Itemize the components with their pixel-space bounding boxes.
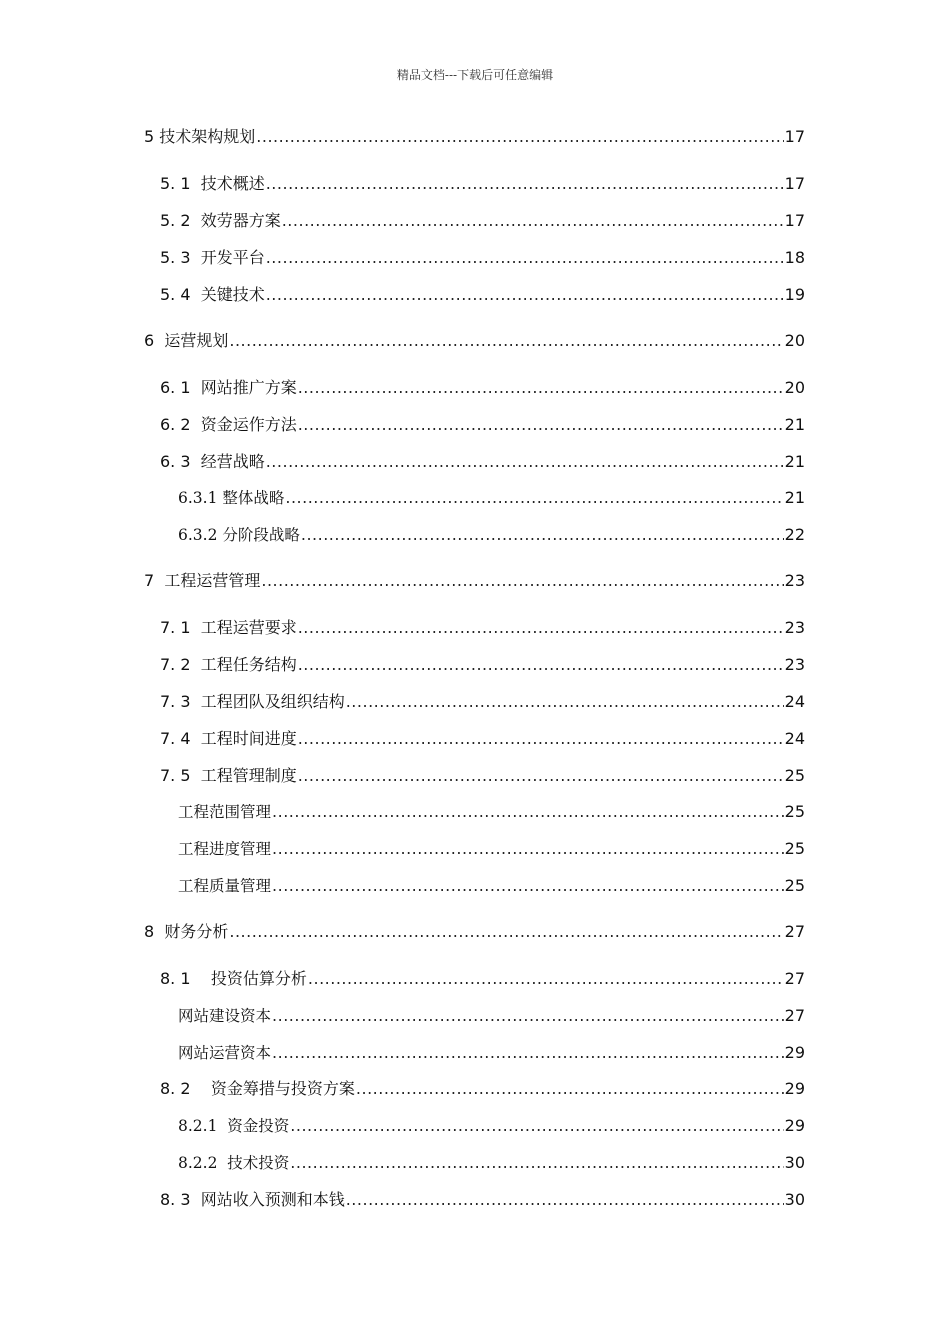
toc-entry-title: 7. 5 工程管理制度 — [160, 766, 297, 785]
toc-dot-leader — [266, 174, 784, 194]
toc-entry-title: 6. 2 资金运作方法 — [160, 415, 297, 434]
toc-entry[interactable] — [178, 876, 805, 896]
toc-entry[interactable] — [160, 1190, 805, 1210]
toc-entry-title: 6. 1 网站推广方案 — [160, 378, 297, 397]
toc-entry-title: 工程质量管理 — [178, 877, 272, 895]
toc-entry-title: 5. 2 效劳器方案 — [160, 211, 281, 230]
toc-entry-page-number: 23 — [784, 618, 805, 637]
toc-dot-leader — [290, 1116, 783, 1136]
toc-entry[interactable] — [160, 174, 805, 194]
toc-entry[interactable] — [144, 127, 805, 147]
toc-entry-page-number: 21 — [784, 488, 805, 507]
toc-entry-page-number: 21 — [784, 415, 805, 434]
toc-entry-page-number: 27 — [784, 1006, 805, 1025]
toc-entry-page-number: 25 — [784, 766, 805, 785]
toc-entry-page-number: 17 — [784, 174, 805, 193]
toc-entry-page-number: 17 — [784, 127, 805, 146]
toc-entry-title: 6 运营规划 — [144, 331, 229, 350]
toc-entry-title: 5. 1 技术概述 — [160, 174, 265, 193]
toc-entry-title: 6. 3 经营战略 — [160, 452, 265, 471]
toc-entry-page-number: 29 — [784, 1043, 805, 1062]
toc-dot-leader — [272, 1006, 784, 1026]
toc-entry-page-number: 27 — [784, 922, 805, 941]
toc-entry[interactable] — [160, 211, 805, 231]
toc-entry-title: 7. 4 工程时间进度 — [160, 729, 297, 748]
toc-entry[interactable] — [178, 839, 805, 859]
toc-dot-leader — [298, 415, 784, 435]
toc-entry-page-number: 27 — [784, 969, 805, 988]
toc-dot-leader — [346, 692, 784, 712]
toc-entry[interactable] — [160, 415, 805, 435]
toc-entry-page-number: 25 — [784, 839, 805, 858]
toc-dot-leader — [266, 285, 784, 305]
toc-entry[interactable] — [160, 452, 805, 472]
toc-entry-page-number: 23 — [784, 571, 805, 590]
toc-dot-leader — [298, 729, 784, 749]
toc-dot-leader — [346, 1190, 784, 1210]
toc-entry-page-number: 20 — [784, 331, 805, 350]
toc-entry[interactable] — [160, 1079, 805, 1099]
toc-entry-page-number: 30 — [784, 1190, 805, 1209]
toc-entry[interactable] — [178, 1006, 805, 1026]
toc-entry[interactable] — [144, 571, 805, 591]
toc-entry-title: 6.3.2 分阶段战略 — [178, 526, 300, 544]
toc-entry[interactable] — [160, 655, 805, 675]
toc-dot-leader — [256, 127, 783, 147]
toc-entry-page-number: 17 — [784, 211, 805, 230]
toc-entry-title: 网站建设资本 — [178, 1007, 272, 1025]
toc-dot-leader — [298, 655, 784, 675]
toc-entry-page-number: 19 — [784, 285, 805, 304]
toc-dot-leader — [266, 452, 784, 472]
toc-dot-leader — [272, 876, 784, 896]
toc-entry-title: 工程进度管理 — [178, 840, 272, 858]
toc-dot-leader — [356, 1079, 784, 1099]
toc-entry-page-number: 20 — [784, 378, 805, 397]
toc-entry-title: 7. 1 工程运营要求 — [160, 618, 297, 637]
toc-dot-leader — [298, 378, 784, 398]
toc-entry[interactable] — [144, 922, 805, 942]
toc-entry-title: 5. 4 关键技术 — [160, 285, 265, 304]
toc-entry-title: 工程范围管理 — [178, 803, 272, 821]
toc-entry-title: 8. 2 资金筹措与投资方案 — [160, 1079, 355, 1098]
toc-entry[interactable] — [160, 766, 805, 786]
toc-entry-page-number: 29 — [784, 1116, 805, 1135]
toc-entry-title: 8. 1 投资估算分析 — [160, 969, 307, 988]
toc-entry-page-number: 24 — [784, 729, 805, 748]
toc-dot-leader — [272, 1043, 784, 1063]
toc-entry[interactable] — [160, 618, 805, 638]
toc-entry-page-number: 23 — [784, 655, 805, 674]
toc-entry-title: 6.3.1 整体战略 — [178, 489, 285, 507]
toc-entry-title: 7 工程运营管理 — [144, 571, 261, 590]
toc-dot-leader — [298, 618, 784, 638]
toc-entry-title: 8.2.1 资金投资 — [178, 1117, 290, 1135]
toc-entry-title: 7. 2 工程任务结构 — [160, 655, 297, 674]
toc-dot-leader — [229, 331, 783, 351]
toc-entry-page-number: 30 — [784, 1153, 805, 1172]
toc-dot-leader — [261, 571, 783, 591]
toc-entry[interactable] — [144, 331, 805, 351]
toc-dot-leader — [282, 211, 784, 231]
toc-entry-title: 5 技术架构规划 — [144, 127, 256, 146]
toc-entry-title: 网站运营资本 — [178, 1044, 272, 1062]
toc-entry[interactable] — [160, 248, 805, 268]
toc-entry[interactable] — [178, 1153, 805, 1173]
toc-entry[interactable] — [160, 692, 805, 712]
toc-dot-leader — [285, 488, 783, 508]
toc-dot-leader — [290, 1153, 783, 1173]
toc-dot-leader — [266, 248, 784, 268]
toc-entry[interactable] — [178, 1043, 805, 1063]
toc-entry-title: 8 财务分析 — [144, 922, 229, 941]
toc-entry-page-number: 22 — [784, 525, 805, 544]
toc-entry-page-number: 18 — [784, 248, 805, 267]
page-header: 精品文档---下载后可任意编辑 — [396, 68, 554, 82]
toc-entry[interactable] — [178, 802, 805, 822]
toc-entry[interactable] — [178, 1116, 805, 1136]
toc-dot-leader — [272, 839, 784, 859]
toc-entry-title: 7. 3 工程团队及组织结构 — [160, 692, 345, 711]
toc-entry[interactable] — [160, 378, 805, 398]
toc-dot-leader — [301, 525, 784, 545]
toc-dot-leader — [229, 922, 783, 942]
toc-dot-leader — [298, 766, 784, 786]
toc-entry-page-number: 29 — [784, 1079, 805, 1098]
toc-entry-page-number: 25 — [784, 876, 805, 895]
toc-entry[interactable] — [178, 488, 805, 508]
toc-entry[interactable] — [160, 969, 805, 989]
toc-entry[interactable] — [178, 525, 805, 545]
toc-entry-page-number: 24 — [784, 692, 805, 711]
toc-entry-page-number: 21 — [784, 452, 805, 471]
toc-entry-title: 8.2.2 技术投资 — [178, 1154, 290, 1172]
toc-entry[interactable] — [160, 285, 805, 305]
toc-dot-leader — [308, 969, 784, 989]
toc-entry-title: 8. 3 网站收入预测和本钱 — [160, 1190, 345, 1209]
toc-dot-leader — [272, 802, 784, 822]
toc-entry[interactable] — [160, 729, 805, 749]
toc-entry-title: 5. 3 开发平台 — [160, 248, 265, 267]
toc-entry-page-number: 25 — [784, 802, 805, 821]
